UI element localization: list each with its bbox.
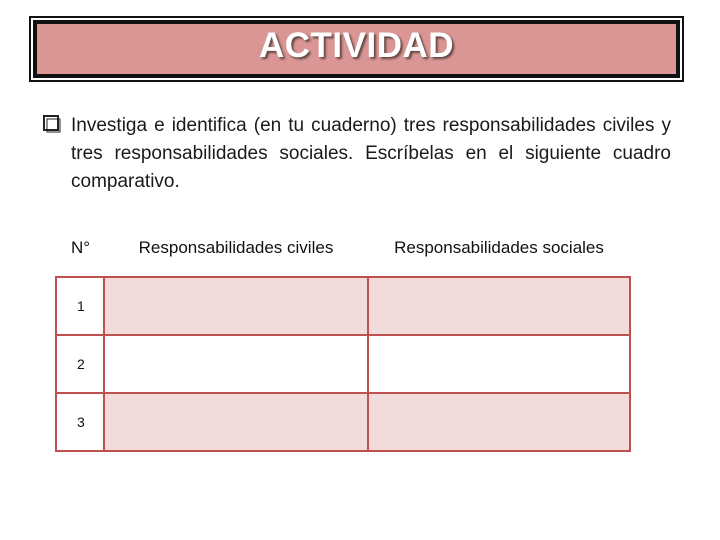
instruction-text: Investiga e identifica (en tu cuaderno) tres responsabilidades civiles y tres responsabilidades sociales. Escríbelas en el siguiente cuadro comparativo. bbox=[71, 115, 671, 192]
cell-civiles[interactable] bbox=[104, 335, 368, 393]
cell-civiles[interactable] bbox=[104, 393, 368, 451]
header-number: N° bbox=[71, 238, 91, 257]
header-civiles: Responsabilidades civiles bbox=[138, 238, 334, 257]
cell-sociales[interactable] bbox=[368, 335, 630, 393]
page-title: ACTIVIDAD bbox=[258, 26, 455, 65]
title-banner bbox=[33, 20, 680, 78]
row-number: 3 bbox=[56, 393, 104, 451]
cell-sociales[interactable] bbox=[368, 393, 630, 451]
table-row bbox=[56, 335, 630, 393]
table-header-row bbox=[56, 220, 630, 277]
table-row bbox=[56, 277, 630, 335]
cell-civiles[interactable] bbox=[104, 277, 368, 335]
table-row bbox=[56, 393, 630, 451]
row-number: 1 bbox=[56, 277, 104, 335]
comparison-table bbox=[55, 220, 631, 452]
checkbox-bullet-icon bbox=[43, 115, 61, 133]
cell-sociales[interactable] bbox=[368, 277, 630, 335]
row-number: 2 bbox=[56, 335, 104, 393]
header-sociales: Responsabilidades sociales bbox=[394, 238, 604, 257]
